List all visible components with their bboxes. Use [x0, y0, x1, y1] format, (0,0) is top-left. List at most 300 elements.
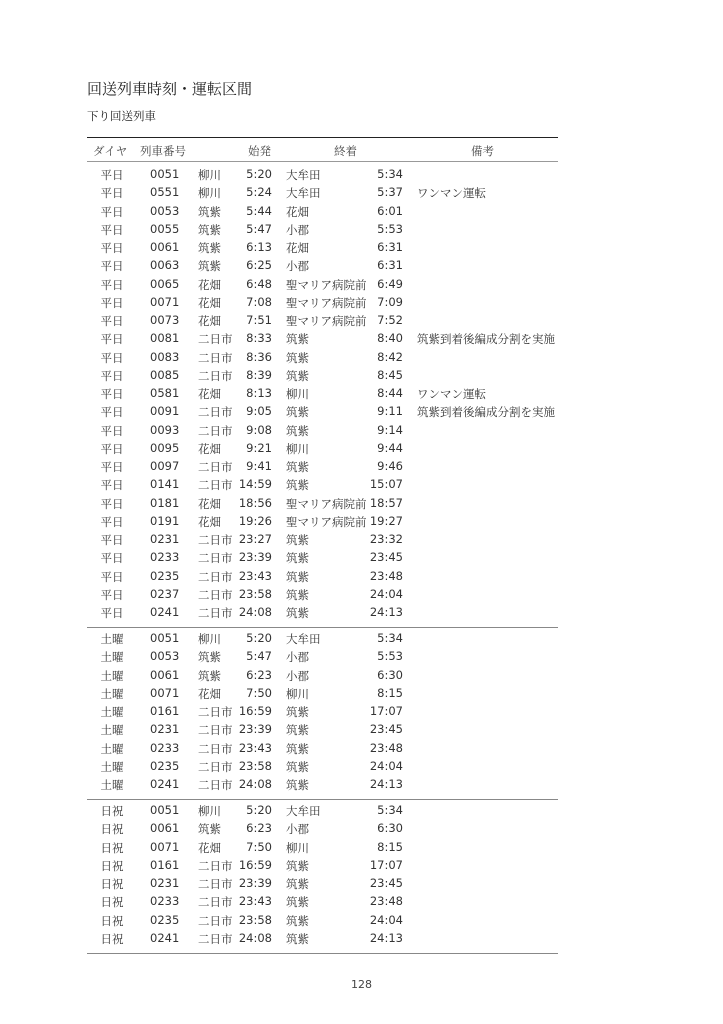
dia-cell: 日祝 — [100, 858, 124, 873]
departure-time-cell: 9:05 — [246, 404, 272, 419]
arrival-time-cell: 5:34 — [377, 803, 403, 817]
dia-cell: 平日 — [100, 387, 124, 401]
train-number-cell: 0055 — [150, 221, 180, 236]
destination-cell: 筑紫 — [286, 931, 309, 946]
dia-cell: 日祝 — [100, 913, 124, 928]
destination-cell: 筑紫 — [286, 350, 309, 365]
destination-cell: 筑紫 — [286, 460, 309, 474]
arrival-time-cell: 23:48 — [369, 568, 403, 583]
destination-cell: 大牟田 — [286, 186, 321, 201]
dia-cell: 平日 — [100, 551, 124, 566]
departure-time-cell: 5:20 — [246, 167, 272, 181]
dia-cell: 平日 — [100, 350, 124, 365]
train-number-cell: 0581 — [150, 386, 180, 400]
table-row — [87, 185, 558, 203]
destination-cell: 柳川 — [286, 441, 309, 456]
origin-cell: 花畑 — [198, 277, 221, 292]
table-top-rule — [87, 137, 558, 138]
arrival-time-cell: 19:27 — [369, 513, 403, 528]
dia-cell: 平日 — [100, 441, 124, 456]
departure-time-cell: 23:58 — [238, 586, 272, 601]
dia-cell: 日祝 — [100, 895, 124, 910]
train-number-cell: 0083 — [150, 349, 180, 364]
destination-cell: 聖マリア病院前 — [286, 277, 367, 292]
dia-cell: 土曜 — [100, 686, 124, 701]
train-number-cell: 0093 — [150, 422, 180, 437]
destination-cell: 筑紫 — [286, 778, 309, 792]
train-number-cell: 0051 — [150, 803, 180, 817]
table-row — [87, 386, 558, 404]
departure-time-cell: 18:56 — [238, 495, 272, 510]
table-row — [87, 277, 558, 295]
train-number-cell: 0071 — [150, 294, 180, 309]
table-header — [87, 143, 558, 159]
dia-cell: 平日 — [100, 368, 124, 383]
train-number-cell: 0551 — [150, 185, 180, 200]
arrival-time-cell: 8:40 — [377, 331, 403, 346]
destination-cell: 筑紫 — [286, 478, 309, 493]
train-number-cell: 0235 — [150, 912, 180, 927]
departure-time-cell: 8:39 — [246, 367, 272, 382]
departure-time-cell: 23:58 — [238, 912, 272, 927]
table-row — [87, 759, 558, 777]
train-number-cell: 0235 — [150, 758, 180, 773]
destination-cell: 小郡 — [286, 668, 309, 683]
origin-cell: 二日市 — [198, 551, 233, 566]
arrival-time-cell: 8:15 — [377, 839, 403, 854]
train-number-cell: 0061 — [150, 667, 180, 682]
arrival-time-cell: 7:09 — [377, 294, 403, 309]
dia-cell: 平日 — [100, 423, 124, 438]
origin-cell: 二日市 — [198, 895, 233, 910]
departure-time-cell: 23:27 — [238, 532, 272, 546]
train-number-cell: 0191 — [150, 513, 180, 528]
table-row — [87, 295, 558, 313]
departure-time-cell: 23:39 — [238, 550, 272, 565]
departure-time-cell: 23:43 — [238, 568, 272, 583]
table-row — [87, 668, 558, 686]
train-number-cell: 0231 — [150, 722, 180, 737]
destination-cell: 花畑 — [286, 241, 309, 255]
header-origin: 始発 — [248, 144, 271, 158]
departure-time-cell: 9:41 — [246, 459, 272, 473]
dia-cell: 日祝 — [100, 840, 124, 855]
departure-time-cell: 5:20 — [246, 803, 272, 817]
dia-cell: 平日 — [100, 478, 124, 493]
destination-cell: 聖マリア病院前 — [286, 514, 367, 529]
table-row — [87, 704, 558, 722]
train-number-cell: 0073 — [150, 313, 180, 327]
train-number-cell: 0241 — [150, 605, 180, 619]
destination-cell: 小郡 — [286, 222, 309, 237]
departure-time-cell: 7:51 — [246, 313, 272, 327]
train-number-cell: 0051 — [150, 167, 180, 181]
arrival-time-cell: 15:07 — [369, 477, 403, 492]
arrival-time-cell: 18:57 — [369, 495, 403, 510]
table-row — [87, 777, 558, 795]
destination-cell: 柳川 — [286, 387, 309, 401]
origin-cell: 筑紫 — [198, 650, 221, 665]
arrival-time-cell: 23:32 — [369, 532, 403, 546]
remarks-cell: ワンマン運転 — [417, 387, 486, 401]
arrival-time-cell: 6:31 — [377, 258, 403, 273]
arrival-time-cell: 23:48 — [369, 740, 403, 755]
destination-cell: 大牟田 — [286, 632, 321, 646]
train-number-cell: 0235 — [150, 568, 180, 583]
destination-cell: 柳川 — [286, 840, 309, 855]
arrival-time-cell: 9:11 — [377, 404, 403, 419]
table-row — [87, 821, 558, 839]
train-number-cell: 0161 — [150, 704, 180, 718]
dia-cell: 土曜 — [100, 668, 124, 683]
destination-cell: 筑紫 — [286, 759, 309, 774]
header-number: 列車番号 — [140, 144, 186, 158]
arrival-time-cell: 6:01 — [377, 203, 403, 218]
train-number-cell: 0051 — [150, 631, 180, 645]
arrival-time-cell: 5:53 — [377, 221, 403, 236]
origin-cell: 筑紫 — [198, 222, 221, 237]
table-row — [87, 876, 558, 894]
train-number-cell: 0081 — [150, 331, 180, 346]
table-row — [87, 204, 558, 222]
origin-cell: 花畑 — [198, 514, 221, 529]
train-number-cell: 0233 — [150, 550, 180, 565]
destination-cell: 柳川 — [286, 686, 309, 701]
origin-cell: 二日市 — [198, 931, 233, 946]
table-row — [87, 477, 558, 495]
table-row — [87, 350, 558, 368]
destination-cell: 筑紫 — [286, 551, 309, 566]
arrival-time-cell: 5:34 — [377, 167, 403, 181]
arrival-time-cell: 24:13 — [369, 930, 403, 945]
destination-cell: 筑紫 — [286, 569, 309, 584]
origin-cell: 二日市 — [198, 759, 233, 774]
dia-cell: 平日 — [100, 204, 124, 219]
dia-cell: 平日 — [100, 241, 124, 255]
table-row — [87, 167, 558, 185]
arrival-time-cell: 5:37 — [377, 185, 403, 200]
arrival-time-cell: 8:44 — [377, 386, 403, 400]
dia-cell: 日祝 — [100, 877, 124, 891]
table-row — [87, 368, 558, 386]
dia-cell: 平日 — [100, 168, 124, 182]
origin-cell: 二日市 — [198, 587, 233, 602]
origin-cell: 柳川 — [198, 168, 221, 182]
arrival-time-cell: 9:44 — [377, 440, 403, 455]
train-number-cell: 0181 — [150, 495, 180, 510]
table-row — [87, 514, 558, 532]
origin-cell: 二日市 — [198, 332, 233, 347]
header-rule — [87, 161, 558, 162]
table-row — [87, 441, 558, 459]
origin-cell: 二日市 — [198, 705, 233, 719]
departure-time-cell: 5:47 — [246, 649, 272, 664]
departure-time-cell: 6:23 — [246, 667, 272, 682]
destination-cell: 花畑 — [286, 204, 309, 219]
origin-cell: 花畑 — [198, 314, 221, 328]
train-number-cell: 0053 — [150, 649, 180, 664]
dia-cell: 平日 — [100, 514, 124, 529]
departure-time-cell: 8:33 — [246, 331, 272, 346]
table-bottom-rule — [87, 953, 558, 954]
destination-cell: 筑紫 — [286, 723, 309, 738]
table-row — [87, 686, 558, 704]
dia-cell: 平日 — [100, 277, 124, 292]
origin-cell: 花畑 — [198, 840, 221, 855]
origin-cell: 花畑 — [198, 387, 221, 401]
origin-cell: 花畑 — [198, 295, 221, 310]
destination-cell: 聖マリア病院前 — [286, 295, 367, 310]
departure-time-cell: 23:39 — [238, 876, 272, 890]
train-number-cell: 0097 — [150, 459, 180, 473]
table-row — [87, 496, 558, 514]
departure-time-cell: 7:08 — [246, 294, 272, 309]
header-remarks: 備考 — [471, 144, 494, 158]
train-number-cell: 0071 — [150, 839, 180, 854]
remarks-cell: 筑紫到着後編成分割を実施 — [417, 405, 555, 420]
destination-cell: 筑紫 — [286, 741, 309, 756]
train-number-cell: 0053 — [150, 203, 180, 218]
origin-cell: 柳川 — [198, 186, 221, 201]
page-number: 128 — [351, 978, 372, 991]
departure-time-cell: 23:58 — [238, 758, 272, 773]
departure-time-cell: 9:08 — [246, 422, 272, 437]
departure-time-cell: 6:13 — [246, 240, 272, 254]
origin-cell: 二日市 — [198, 723, 233, 738]
train-number-cell: 0241 — [150, 777, 180, 791]
destination-cell: 聖マリア病院前 — [286, 496, 367, 511]
origin-cell: 柳川 — [198, 804, 221, 818]
table-row — [87, 550, 558, 568]
departure-time-cell: 24:08 — [238, 777, 272, 791]
dia-cell: 日祝 — [100, 931, 124, 946]
table-row — [87, 858, 558, 876]
train-number-cell: 0233 — [150, 740, 180, 755]
destination-cell: 筑紫 — [286, 368, 309, 383]
arrival-time-cell: 8:15 — [377, 685, 403, 700]
arrival-time-cell: 23:45 — [369, 722, 403, 737]
origin-cell: 二日市 — [198, 350, 233, 365]
departure-time-cell: 9:21 — [246, 440, 272, 455]
origin-cell: 柳川 — [198, 632, 221, 646]
arrival-time-cell: 7:52 — [377, 313, 403, 327]
table-row — [87, 240, 558, 258]
departure-time-cell: 6:23 — [246, 821, 272, 836]
departure-time-cell: 5:20 — [246, 631, 272, 645]
dia-cell: 平日 — [100, 496, 124, 511]
destination-cell: 小郡 — [286, 650, 309, 665]
table-row — [87, 894, 558, 912]
dia-cell: 平日 — [100, 405, 124, 420]
origin-cell: 筑紫 — [198, 204, 221, 219]
train-number-cell: 0241 — [150, 930, 180, 945]
departure-time-cell: 24:08 — [238, 605, 272, 619]
dia-cell: 土曜 — [100, 741, 124, 756]
train-number-cell: 0141 — [150, 477, 180, 492]
origin-cell: 二日市 — [198, 877, 233, 891]
departure-time-cell: 16:59 — [238, 857, 272, 872]
destination-cell: 筑紫 — [286, 606, 309, 620]
arrival-time-cell: 23:45 — [369, 876, 403, 890]
origin-cell: 二日市 — [198, 606, 233, 620]
train-number-cell: 0071 — [150, 685, 180, 700]
departure-time-cell: 8:36 — [246, 349, 272, 364]
departure-time-cell: 7:50 — [246, 839, 272, 854]
arrival-time-cell: 24:04 — [369, 758, 403, 773]
departure-time-cell: 6:48 — [246, 276, 272, 291]
origin-cell: 二日市 — [198, 478, 233, 493]
section-divider — [87, 627, 558, 628]
table-row — [87, 803, 558, 821]
table-row — [87, 404, 558, 422]
origin-cell: 筑紫 — [198, 241, 221, 255]
train-number-cell: 0231 — [150, 876, 180, 890]
arrival-time-cell: 5:34 — [377, 631, 403, 645]
departure-time-cell: 23:43 — [238, 894, 272, 909]
destination-cell: 筑紫 — [286, 895, 309, 910]
arrival-time-cell: 6:30 — [377, 821, 403, 836]
departure-time-cell: 5:47 — [246, 221, 272, 236]
arrival-time-cell: 6:31 — [377, 240, 403, 254]
train-number-cell: 0065 — [150, 276, 180, 291]
section-divider — [87, 799, 558, 800]
departure-time-cell: 5:24 — [246, 185, 272, 200]
section-subtitle: 下り回送列車 — [87, 109, 156, 123]
dia-cell: 平日 — [100, 606, 124, 620]
dia-cell: 平日 — [100, 259, 124, 274]
arrival-time-cell: 23:48 — [369, 894, 403, 909]
dia-cell: 平日 — [100, 295, 124, 310]
origin-cell: 花畑 — [198, 686, 221, 701]
origin-cell: 二日市 — [198, 405, 233, 420]
table-row — [87, 423, 558, 441]
destination-cell: 筑紫 — [286, 587, 309, 602]
train-number-cell: 0095 — [150, 440, 180, 455]
dia-cell: 平日 — [100, 186, 124, 201]
arrival-time-cell: 23:45 — [369, 550, 403, 565]
train-number-cell: 0061 — [150, 821, 180, 836]
destination-cell: 筑紫 — [286, 858, 309, 873]
table-row — [87, 587, 558, 605]
origin-cell: 花畑 — [198, 441, 221, 456]
train-number-cell: 0085 — [150, 367, 180, 382]
table-row — [87, 569, 558, 587]
destination-cell: 聖マリア病院前 — [286, 314, 367, 328]
arrival-time-cell: 6:30 — [377, 667, 403, 682]
origin-cell: 筑紫 — [198, 822, 221, 837]
arrival-time-cell: 8:45 — [377, 367, 403, 382]
table-row — [87, 258, 558, 276]
origin-cell: 二日市 — [198, 778, 233, 792]
train-number-cell: 0161 — [150, 857, 180, 872]
destination-cell: 筑紫 — [286, 877, 309, 891]
arrival-time-cell: 9:46 — [377, 459, 403, 473]
origin-cell: 二日市 — [198, 460, 233, 474]
arrival-time-cell: 6:49 — [377, 276, 403, 291]
dia-cell: 平日 — [100, 332, 124, 347]
destination-cell: 筑紫 — [286, 405, 309, 420]
table-row — [87, 931, 558, 949]
origin-cell: 二日市 — [198, 368, 233, 383]
departure-time-cell: 8:13 — [246, 386, 272, 400]
origin-cell: 二日市 — [198, 533, 233, 547]
table-row — [87, 605, 558, 623]
origin-cell: 二日市 — [198, 423, 233, 438]
train-number-cell: 0231 — [150, 532, 180, 546]
arrival-time-cell: 5:53 — [377, 649, 403, 664]
table-row — [87, 722, 558, 740]
dia-cell: 平日 — [100, 587, 124, 602]
dia-cell: 土曜 — [100, 705, 124, 719]
destination-cell: 小郡 — [286, 259, 309, 274]
table-row — [87, 741, 558, 759]
dia-cell: 土曜 — [100, 650, 124, 665]
table-row — [87, 649, 558, 667]
dia-cell: 土曜 — [100, 723, 124, 738]
dia-cell: 土曜 — [100, 778, 124, 792]
arrival-time-cell: 24:13 — [369, 777, 403, 791]
departure-time-cell: 14:59 — [238, 477, 272, 492]
dia-cell: 平日 — [100, 569, 124, 584]
departure-time-cell: 23:43 — [238, 740, 272, 755]
table-row — [87, 913, 558, 931]
departure-time-cell: 6:25 — [246, 258, 272, 273]
arrival-time-cell: 24:13 — [369, 605, 403, 619]
dia-cell: 土曜 — [100, 759, 124, 774]
train-number-cell: 0063 — [150, 258, 180, 273]
departure-time-cell: 7:50 — [246, 685, 272, 700]
departure-time-cell: 24:08 — [238, 930, 272, 945]
remarks-cell: ワンマン運転 — [417, 186, 486, 201]
table-row — [87, 840, 558, 858]
destination-cell: 筑紫 — [286, 533, 309, 547]
destination-cell: 筑紫 — [286, 913, 309, 928]
dia-cell: 平日 — [100, 222, 124, 237]
origin-cell: 筑紫 — [198, 668, 221, 683]
dia-cell: 土曜 — [100, 632, 124, 646]
origin-cell: 二日市 — [198, 741, 233, 756]
dia-cell: 平日 — [100, 460, 124, 474]
train-number-cell: 0237 — [150, 586, 180, 601]
table-row — [87, 459, 558, 477]
departure-time-cell: 19:26 — [238, 513, 272, 528]
arrival-time-cell: 17:07 — [369, 857, 403, 872]
table-row — [87, 631, 558, 649]
origin-cell: 花畑 — [198, 496, 221, 511]
destination-cell: 筑紫 — [286, 423, 309, 438]
header-destination: 終着 — [334, 144, 357, 158]
remarks-cell: 筑紫到着後編成分割を実施 — [417, 332, 555, 347]
destination-cell: 大牟田 — [286, 804, 321, 818]
dia-cell: 平日 — [100, 533, 124, 547]
arrival-time-cell: 24:04 — [369, 586, 403, 601]
destination-cell: 大牟田 — [286, 168, 321, 182]
table-row — [87, 532, 558, 550]
departure-time-cell: 5:44 — [246, 203, 272, 218]
arrival-time-cell: 17:07 — [369, 704, 403, 718]
origin-cell: 筑紫 — [198, 259, 221, 274]
departure-time-cell: 16:59 — [238, 704, 272, 718]
arrival-time-cell: 8:42 — [377, 349, 403, 364]
arrival-time-cell: 24:04 — [369, 912, 403, 927]
dia-cell: 日祝 — [100, 822, 124, 837]
origin-cell: 二日市 — [198, 569, 233, 584]
train-number-cell: 0091 — [150, 404, 180, 419]
page-title: 回送列車時刻・運転区間 — [87, 80, 253, 98]
train-number-cell: 0061 — [150, 240, 180, 254]
header-dia: ダイヤ — [93, 144, 128, 158]
dia-cell: 日祝 — [100, 804, 124, 818]
